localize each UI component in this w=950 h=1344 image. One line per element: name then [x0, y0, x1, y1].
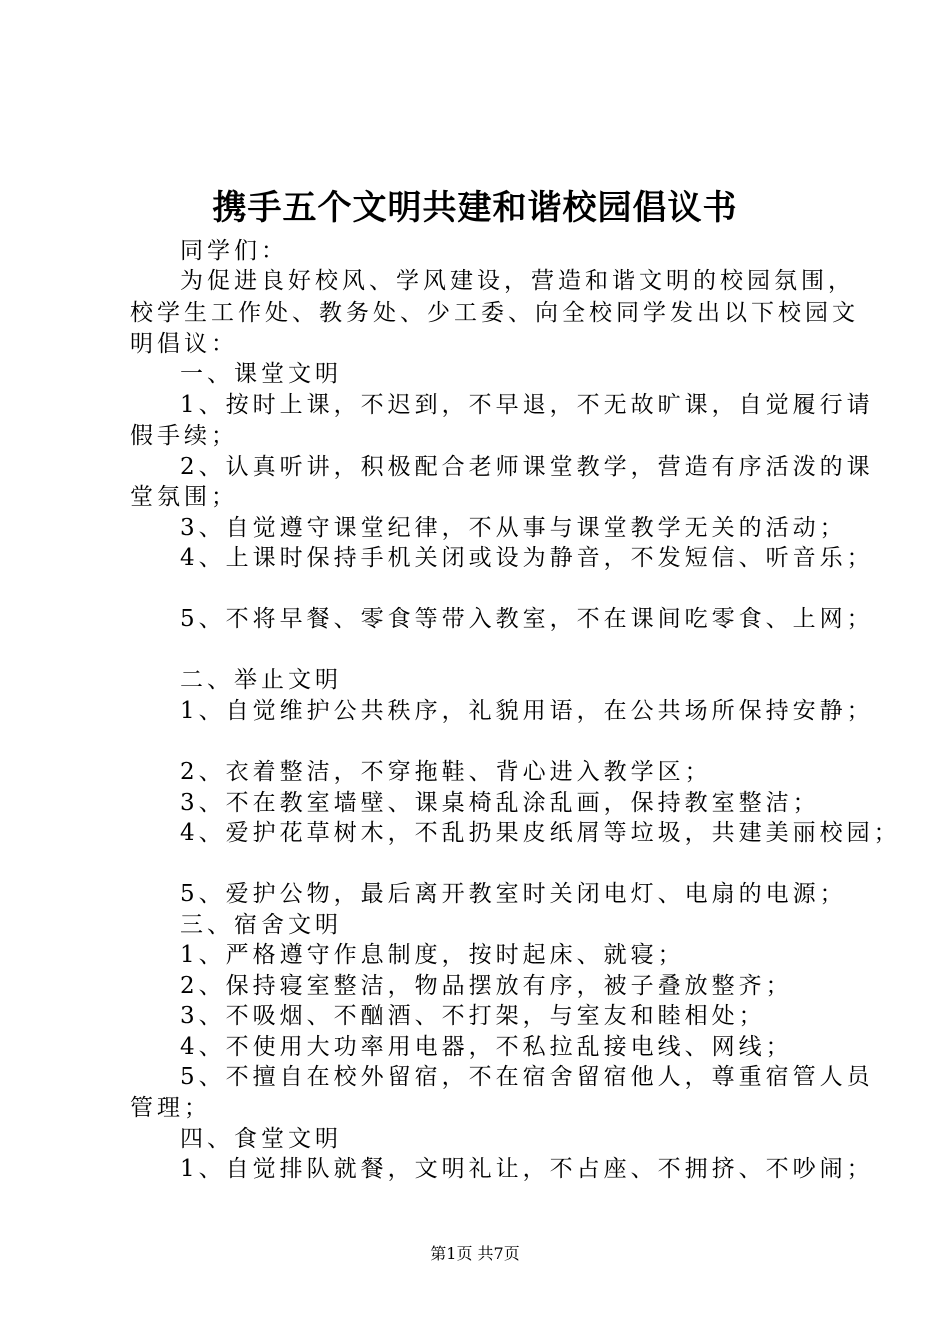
list-item: 4、不使用大功率用电器，不私拉乱接电线、网线； [180, 1034, 793, 1060]
list-item: 2、认真听讲，积极配合老师课堂教学，营造有序活泼的课 [180, 454, 874, 480]
list-item: 1、自觉维护公共秩序，礼貌用语，在公共场所保持安静； [180, 698, 874, 724]
section-heading: 一、课堂文明 [180, 361, 342, 387]
list-item: 4、上课时保持手机关闭或设为静音，不发短信、听音乐； [180, 545, 874, 571]
body-line: 为促进良好校风、学风建设，营造和谐文明的校园氛围， [180, 268, 855, 294]
body-line: 明倡议： [130, 331, 238, 357]
document-title: 携手五个文明共建和谐校园倡议书 [212, 188, 738, 228]
salutation: 同学们： [180, 238, 288, 264]
list-item: 3、不吸烟、不酗酒、不打架，与室友和睦相处； [180, 1003, 766, 1029]
list-item-continuation: 管理； [130, 1095, 211, 1121]
page-number: 第1页 共7页 [430, 1244, 520, 1263]
section-heading: 二、举止文明 [180, 667, 342, 693]
list-item-continuation: 堂氛围； [130, 484, 238, 510]
list-item: 5、不擅自在校外留宿，不在宿舍留宿他人，尊重宿管人员 [180, 1064, 874, 1090]
list-item: 1、严格遵守作息制度，按时起床、就寝； [180, 942, 685, 968]
section-heading: 四、食堂文明 [180, 1126, 342, 1152]
section-heading: 三、宿舍文明 [180, 912, 342, 938]
list-item: 3、自觉遵守课堂纪律，不从事与课堂教学无关的活动； [180, 515, 847, 541]
list-item: 2、衣着整洁，不穿拖鞋、背心进入教学区； [180, 759, 712, 785]
list-item: 1、按时上课，不迟到，不早退，不无故旷课，自觉履行请 [180, 392, 874, 418]
list-item: 5、不将早餐、零食等带入教室，不在课间吃零食、上网； [180, 606, 874, 632]
list-item: 1、自觉排队就餐，文明礼让，不占座、不拥挤、不吵闹； [180, 1156, 874, 1182]
list-item: 5、爱护公物，最后离开教室时关闭电灯、电扇的电源； [180, 881, 847, 907]
list-item: 2、保持寝室整洁，物品摆放有序，被子叠放整齐； [180, 973, 793, 999]
list-item-continuation: 假手续； [130, 423, 238, 449]
list-item: 4、爱护花草树木，不乱扔果皮纸屑等垃圾，共建美丽校园； [180, 820, 901, 846]
body-line: 校学生工作处、教务处、少工委、向全校同学发出以下校园文 [130, 300, 859, 326]
list-item: 3、不在教室墙壁、课桌椅乱涂乱画，保持教室整洁； [180, 790, 820, 816]
